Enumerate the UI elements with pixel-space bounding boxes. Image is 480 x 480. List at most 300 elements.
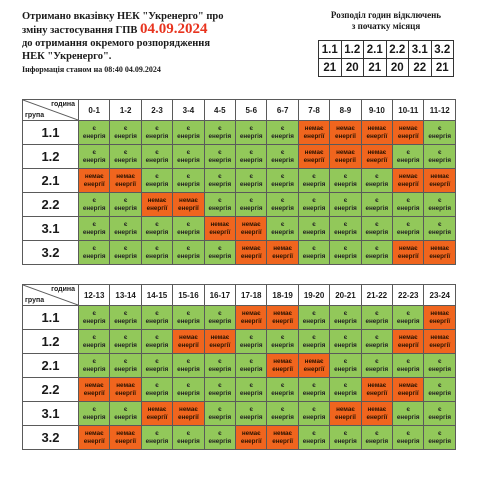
cell-status-bottom: енергії — [178, 413, 199, 421]
hour-header-17-18: 17-18 — [236, 285, 267, 306]
hour-header-21-22: 21-22 — [361, 285, 392, 306]
cell-status-top: є — [280, 382, 285, 389]
power-on-cell — [141, 217, 172, 241]
power-off-cell — [79, 378, 110, 402]
power-off-cell — [79, 169, 110, 193]
hour-header-19-20: 19-20 — [298, 285, 329, 306]
power-on-cell — [361, 426, 392, 450]
cell-status-bottom: енергія — [239, 389, 263, 397]
schedule-row-2.2 — [23, 378, 456, 402]
power-on-cell — [236, 121, 267, 145]
schedule-header-row — [23, 100, 456, 121]
cell-status-bottom: енергія — [239, 341, 263, 349]
power-on-cell — [141, 426, 172, 450]
cell-status-bottom: енергія — [145, 180, 169, 188]
cell-status-bottom: енергія — [239, 365, 263, 373]
cell-status-top: є — [186, 358, 191, 365]
power-off-cell — [330, 402, 361, 426]
cell-status-bottom: енергія — [82, 317, 106, 325]
cell-status-top: є — [437, 358, 442, 365]
cell-status-bottom: енергія — [239, 204, 263, 212]
cell-status-top: є — [218, 197, 222, 204]
cell-status-top: є — [218, 382, 222, 389]
hour-header-14-15: 14-15 — [141, 285, 172, 306]
cell-status-top: є — [123, 221, 128, 228]
power-on-cell — [298, 306, 329, 330]
hour-header-23-24: 23-24 — [424, 285, 456, 306]
cell-status-bottom: енергії — [366, 413, 388, 421]
power-off-cell — [141, 193, 172, 217]
cell-status-bottom: енергія — [82, 341, 106, 349]
hour-header-2-3: 2-3 — [141, 100, 172, 121]
cell-status-bottom: енергія — [82, 413, 106, 421]
cell-status-bottom: енергії — [366, 156, 388, 164]
cell-status-top: є — [343, 197, 348, 204]
cell-status-bottom: енергії — [83, 180, 105, 188]
cell-status-bottom: енергія — [334, 204, 357, 212]
power-on-cell — [424, 354, 456, 378]
power-off-cell — [236, 426, 267, 450]
power-on-cell — [393, 193, 424, 217]
cell-status-top: є — [312, 430, 316, 437]
cell-status-top: немає — [210, 334, 230, 341]
power-on-cell — [267, 330, 298, 354]
power-on-cell — [141, 121, 172, 145]
cell-status-bottom: енергія — [365, 180, 389, 188]
cell-status-top: немає — [336, 125, 355, 132]
cell-status-top: є — [186, 430, 191, 437]
cell-status-top: є — [186, 310, 191, 317]
cell-status-bottom: енергія — [114, 204, 137, 212]
schedule-row-1.2 — [23, 145, 456, 169]
cell-status-bottom: енергія — [302, 317, 326, 325]
cell-status-top: немає — [210, 221, 230, 228]
power-on-cell — [141, 145, 172, 169]
cell-status-bottom: енергії — [303, 365, 325, 373]
cell-status-bottom: енергія — [428, 413, 452, 421]
cell-status-top: немає — [273, 358, 293, 365]
cell-status-bottom: енергія — [428, 437, 452, 445]
cell-status-top: є — [155, 125, 159, 132]
cell-status-bottom: енергії — [83, 389, 105, 397]
group-label: 2.1 — [23, 169, 79, 193]
cell-status-top: немає — [304, 358, 324, 365]
hour-header-9-10: 9-10 — [361, 100, 392, 121]
cell-status-top: є — [218, 245, 222, 252]
power-on-cell — [330, 169, 361, 193]
power-on-cell — [236, 193, 267, 217]
cell-status-bottom: енергія — [396, 413, 420, 421]
cell-status-top: немає — [241, 221, 261, 228]
cell-status-bottom: енергія — [177, 389, 200, 397]
hour-header-16-17: 16-17 — [204, 285, 235, 306]
cell-status-top: є — [123, 125, 128, 132]
hour-header-8-9: 8-9 — [330, 100, 361, 121]
cell-status-top: є — [280, 149, 285, 156]
hour-header-12-13: 12-13 — [79, 285, 110, 306]
power-off-cell — [424, 241, 456, 265]
group-label: 3.1 — [23, 217, 79, 241]
cell-status-top: є — [92, 197, 96, 204]
group-label: 3.2 — [23, 426, 79, 450]
power-on-cell — [267, 402, 298, 426]
power-off-cell — [173, 402, 204, 426]
power-on-cell — [204, 426, 235, 450]
cell-status-top: є — [92, 221, 96, 228]
cell-status-bottom: енергія — [177, 156, 200, 164]
hour-header-4-5: 4-5 — [204, 100, 235, 121]
power-on-cell — [267, 145, 298, 169]
schedule-row-3.2 — [23, 426, 456, 450]
schedule-row-1.1 — [23, 306, 456, 330]
power-on-cell — [361, 217, 392, 241]
cell-status-bottom: енергії — [115, 389, 137, 397]
cell-status-bottom: енергії — [366, 132, 388, 140]
cell-status-top: є — [312, 221, 316, 228]
group-label: 3.2 — [23, 241, 79, 265]
power-off-cell — [141, 402, 172, 426]
cell-status-bottom: енергії — [83, 437, 105, 445]
cell-status-bottom: енергія — [208, 389, 232, 397]
cell-status-bottom: енергія — [396, 437, 420, 445]
cell-status-top: є — [186, 245, 191, 252]
power-on-cell — [298, 241, 329, 265]
cell-status-top: є — [249, 173, 253, 180]
cell-status-top: є — [280, 221, 285, 228]
power-on-cell — [110, 354, 141, 378]
cell-status-bottom: енергії — [240, 252, 262, 260]
hour-header-10-11: 10-11 — [393, 100, 424, 121]
hour-header-13-14: 13-14 — [110, 285, 141, 306]
hour-header-18-19: 18-19 — [267, 285, 298, 306]
cell-status-top: немає — [273, 310, 293, 317]
power-on-cell — [330, 354, 361, 378]
cell-status-bottom: енергія — [145, 365, 169, 373]
cell-status-top: є — [155, 149, 159, 156]
cell-status-bottom: енергія — [208, 204, 232, 212]
distribution-group-1.1: 1.1 — [319, 41, 342, 59]
power-off-cell — [110, 426, 141, 450]
cell-status-bottom: енергія — [145, 437, 169, 445]
power-on-cell — [393, 426, 424, 450]
announcement-line-4: НЕК "Укренерго". — [22, 51, 112, 62]
distribution-groups-row — [319, 41, 454, 59]
power-on-cell — [141, 330, 172, 354]
cell-status-bottom: енергія — [334, 341, 357, 349]
cell-status-bottom: енергія — [428, 156, 452, 164]
power-off-cell — [236, 241, 267, 265]
cell-status-top: немає — [241, 430, 261, 437]
power-off-cell — [361, 145, 392, 169]
cell-status-bottom: енергія — [271, 413, 294, 421]
power-on-cell — [173, 426, 204, 450]
cell-status-top: є — [375, 245, 379, 252]
cell-status-top: немає — [304, 125, 324, 132]
cell-status-top: немає — [241, 245, 261, 252]
power-on-cell — [393, 217, 424, 241]
power-on-cell — [204, 121, 235, 145]
cell-status-top: є — [218, 430, 222, 437]
cell-status-top: є — [155, 334, 159, 341]
cell-status-top: немає — [116, 173, 135, 180]
cell-status-top: є — [406, 358, 410, 365]
cell-status-bottom: енергії — [209, 341, 231, 349]
power-off-cell — [267, 241, 298, 265]
cell-status-bottom: енергія — [82, 252, 106, 260]
cell-status-bottom: енергія — [334, 252, 357, 260]
cell-status-bottom: енергія — [365, 365, 389, 373]
cell-status-bottom: енергія — [271, 389, 294, 397]
cell-status-top: є — [155, 245, 159, 252]
cell-status-bottom: енергія — [82, 228, 106, 236]
cell-status-top: немає — [398, 125, 418, 132]
cell-status-bottom: енергія — [396, 365, 420, 373]
cell-status-top: є — [218, 125, 222, 132]
cell-status-top: є — [312, 197, 316, 204]
power-on-cell — [393, 306, 424, 330]
power-on-cell — [267, 193, 298, 217]
cell-status-top: є — [155, 358, 159, 365]
cell-status-bottom: енергія — [302, 252, 326, 260]
power-off-cell — [361, 378, 392, 402]
cell-status-top: є — [280, 125, 285, 132]
cell-status-top: є — [343, 173, 348, 180]
power-on-cell — [79, 145, 110, 169]
cell-status-top: є — [406, 149, 410, 156]
power-on-cell — [173, 354, 204, 378]
cell-status-top: є — [218, 358, 222, 365]
cell-status-top: є — [92, 334, 96, 341]
cell-status-top: немає — [367, 406, 387, 413]
power-on-cell — [267, 217, 298, 241]
cell-status-bottom: енергія — [177, 252, 200, 260]
cell-status-bottom: енергія — [114, 413, 137, 421]
cell-status-top: є — [437, 125, 442, 132]
cell-status-bottom: енергія — [428, 204, 452, 212]
cell-status-top: є — [437, 406, 442, 413]
announcement-line-2-prefix: зміну застосування ГПВ — [22, 25, 141, 36]
cell-status-bottom: енергії — [397, 132, 419, 140]
cell-status-bottom: енергія — [114, 252, 137, 260]
cell-status-bottom: енергії — [429, 341, 451, 349]
distribution-title-1: Розподіл годин відключень — [330, 10, 442, 20]
power-on-cell — [298, 378, 329, 402]
cell-status-top: є — [92, 149, 96, 156]
power-on-cell — [141, 354, 172, 378]
cell-status-bottom: енергії — [303, 132, 325, 140]
power-off-cell — [110, 169, 141, 193]
cell-status-bottom: енергія — [239, 156, 263, 164]
cell-status-bottom: енергія — [334, 389, 357, 397]
cell-status-bottom: енергія — [145, 156, 169, 164]
hour-header-5-6: 5-6 — [236, 100, 267, 121]
group-label: 1.1 — [23, 306, 79, 330]
cell-status-bottom: енергії — [272, 252, 294, 260]
group-label: 1.1 — [23, 121, 79, 145]
cell-status-top: є — [92, 406, 96, 413]
cell-status-top: є — [406, 406, 410, 413]
cell-status-top: немає — [84, 173, 104, 180]
corner-header — [23, 100, 79, 121]
cell-status-top: є — [123, 310, 128, 317]
monthly-distribution — [318, 10, 454, 77]
power-off-cell — [393, 378, 424, 402]
cell-status-bottom: енергія — [271, 228, 294, 236]
cell-status-bottom: енергія — [396, 317, 420, 325]
cell-status-bottom: енергії — [397, 252, 419, 260]
cell-status-bottom: енергії — [303, 156, 325, 164]
power-off-cell — [393, 121, 424, 145]
cell-status-top: немає — [398, 173, 418, 180]
cell-status-bottom: енергія — [145, 317, 169, 325]
cell-status-bottom: енергія — [239, 132, 263, 140]
cell-status-bottom: енергія — [334, 228, 357, 236]
cell-status-bottom: енергія — [208, 252, 232, 260]
cell-status-top: є — [249, 358, 253, 365]
power-on-cell — [110, 145, 141, 169]
cell-status-top: є — [343, 358, 348, 365]
schedule-row-2.1 — [23, 354, 456, 378]
info-timestamp: Інформація станом на 08:40 04.09.2024 — [22, 65, 161, 74]
cell-status-bottom: енергія — [145, 228, 169, 236]
cell-status-top: є — [343, 221, 348, 228]
cell-status-bottom: енергії — [429, 180, 451, 188]
cell-status-bottom: енергія — [271, 156, 294, 164]
power-on-cell — [393, 402, 424, 426]
cell-status-top: є — [312, 382, 316, 389]
power-on-cell — [330, 426, 361, 450]
power-on-cell — [267, 378, 298, 402]
cell-status-top: є — [406, 221, 410, 228]
cell-status-bottom: енергії — [146, 204, 168, 212]
cell-status-bottom: енергія — [114, 317, 137, 325]
distribution-group-2.1: 2.1 — [364, 41, 387, 59]
cell-status-bottom: енергія — [239, 180, 263, 188]
cell-status-top: немає — [336, 406, 355, 413]
power-on-cell — [204, 241, 235, 265]
cell-status-top: є — [249, 334, 253, 341]
cell-status-top: є — [123, 149, 128, 156]
power-on-cell — [361, 241, 392, 265]
cell-status-top: є — [186, 125, 191, 132]
hour-header-0-1: 0-1 — [79, 100, 110, 121]
power-off-cell — [393, 241, 424, 265]
cell-status-top: немає — [430, 173, 450, 180]
power-off-cell — [267, 354, 298, 378]
cell-status-bottom: енергія — [302, 413, 326, 421]
power-on-cell — [361, 306, 392, 330]
schedule-row-3.1 — [23, 217, 456, 241]
cell-status-bottom: енергія — [334, 365, 357, 373]
cell-status-bottom: енергія — [396, 204, 420, 212]
cell-status-top: немає — [430, 310, 450, 317]
cell-status-top: немає — [430, 334, 450, 341]
hour-header-22-23: 22-23 — [393, 285, 424, 306]
group-label: 2.1 — [23, 354, 79, 378]
power-on-cell — [204, 378, 235, 402]
power-on-cell — [361, 193, 392, 217]
power-off-cell — [361, 402, 392, 426]
cell-status-top: є — [92, 125, 96, 132]
cell-status-bottom: енергії — [335, 132, 356, 140]
cell-status-top: є — [92, 245, 96, 252]
cell-status-top: є — [123, 358, 128, 365]
cell-status-top: є — [343, 334, 348, 341]
power-on-cell — [79, 306, 110, 330]
power-off-cell — [298, 354, 329, 378]
cell-status-top: є — [92, 310, 96, 317]
cell-status-bottom: енергія — [302, 389, 326, 397]
cell-status-bottom: енергія — [271, 180, 294, 188]
cell-status-bottom: енергії — [272, 317, 294, 325]
cell-status-bottom: енергія — [114, 132, 137, 140]
power-on-cell — [79, 354, 110, 378]
schedule-row-2.1 — [23, 169, 456, 193]
power-on-cell — [173, 217, 204, 241]
power-on-cell — [236, 402, 267, 426]
cell-status-bottom: енергія — [428, 365, 452, 373]
distribution-table — [318, 40, 454, 77]
power-on-cell — [141, 169, 172, 193]
cell-status-top: немає — [179, 197, 198, 204]
cell-status-bottom: енергії — [240, 228, 262, 236]
power-on-cell — [110, 330, 141, 354]
power-on-cell — [298, 169, 329, 193]
power-off-cell — [236, 306, 267, 330]
power-on-cell — [361, 354, 392, 378]
cell-status-bottom: енергії — [397, 180, 419, 188]
cell-status-top: є — [280, 197, 285, 204]
cell-status-top: є — [249, 382, 253, 389]
cell-status-bottom: енергії — [335, 413, 356, 421]
cell-status-top: є — [186, 173, 191, 180]
cell-status-top: є — [249, 197, 253, 204]
cell-status-top: є — [155, 310, 159, 317]
cell-status-top: немає — [147, 197, 167, 204]
cell-status-top: є — [249, 406, 253, 413]
cell-status-top: є — [280, 173, 285, 180]
power-off-cell — [330, 121, 361, 145]
power-on-cell — [204, 354, 235, 378]
cell-status-bottom: енергія — [177, 317, 200, 325]
cell-status-bottom: енергія — [334, 437, 357, 445]
schedule-row-1.1 — [23, 121, 456, 145]
power-on-cell — [424, 217, 456, 241]
cell-status-bottom: енергії — [146, 413, 168, 421]
cell-status-bottom: енергія — [365, 341, 389, 349]
cell-status-top: є — [375, 310, 379, 317]
cell-status-top: є — [375, 173, 379, 180]
cell-status-top: є — [186, 149, 191, 156]
power-on-cell — [173, 145, 204, 169]
cell-status-top: є — [123, 334, 128, 341]
cell-status-bottom: енергія — [302, 437, 326, 445]
power-on-cell — [298, 426, 329, 450]
power-off-cell — [393, 169, 424, 193]
cell-status-bottom: енергія — [396, 156, 420, 164]
power-off-cell — [267, 426, 298, 450]
effective-date: 04.09.2024 — [140, 21, 208, 37]
cell-status-top: немає — [336, 149, 355, 156]
power-off-cell — [204, 330, 235, 354]
cell-status-top: є — [155, 173, 159, 180]
power-on-cell — [267, 169, 298, 193]
power-off-cell — [424, 169, 456, 193]
power-off-cell — [361, 121, 392, 145]
schedule-header-row — [23, 285, 456, 306]
power-on-cell — [424, 193, 456, 217]
cell-status-bottom: енергії — [240, 437, 262, 445]
